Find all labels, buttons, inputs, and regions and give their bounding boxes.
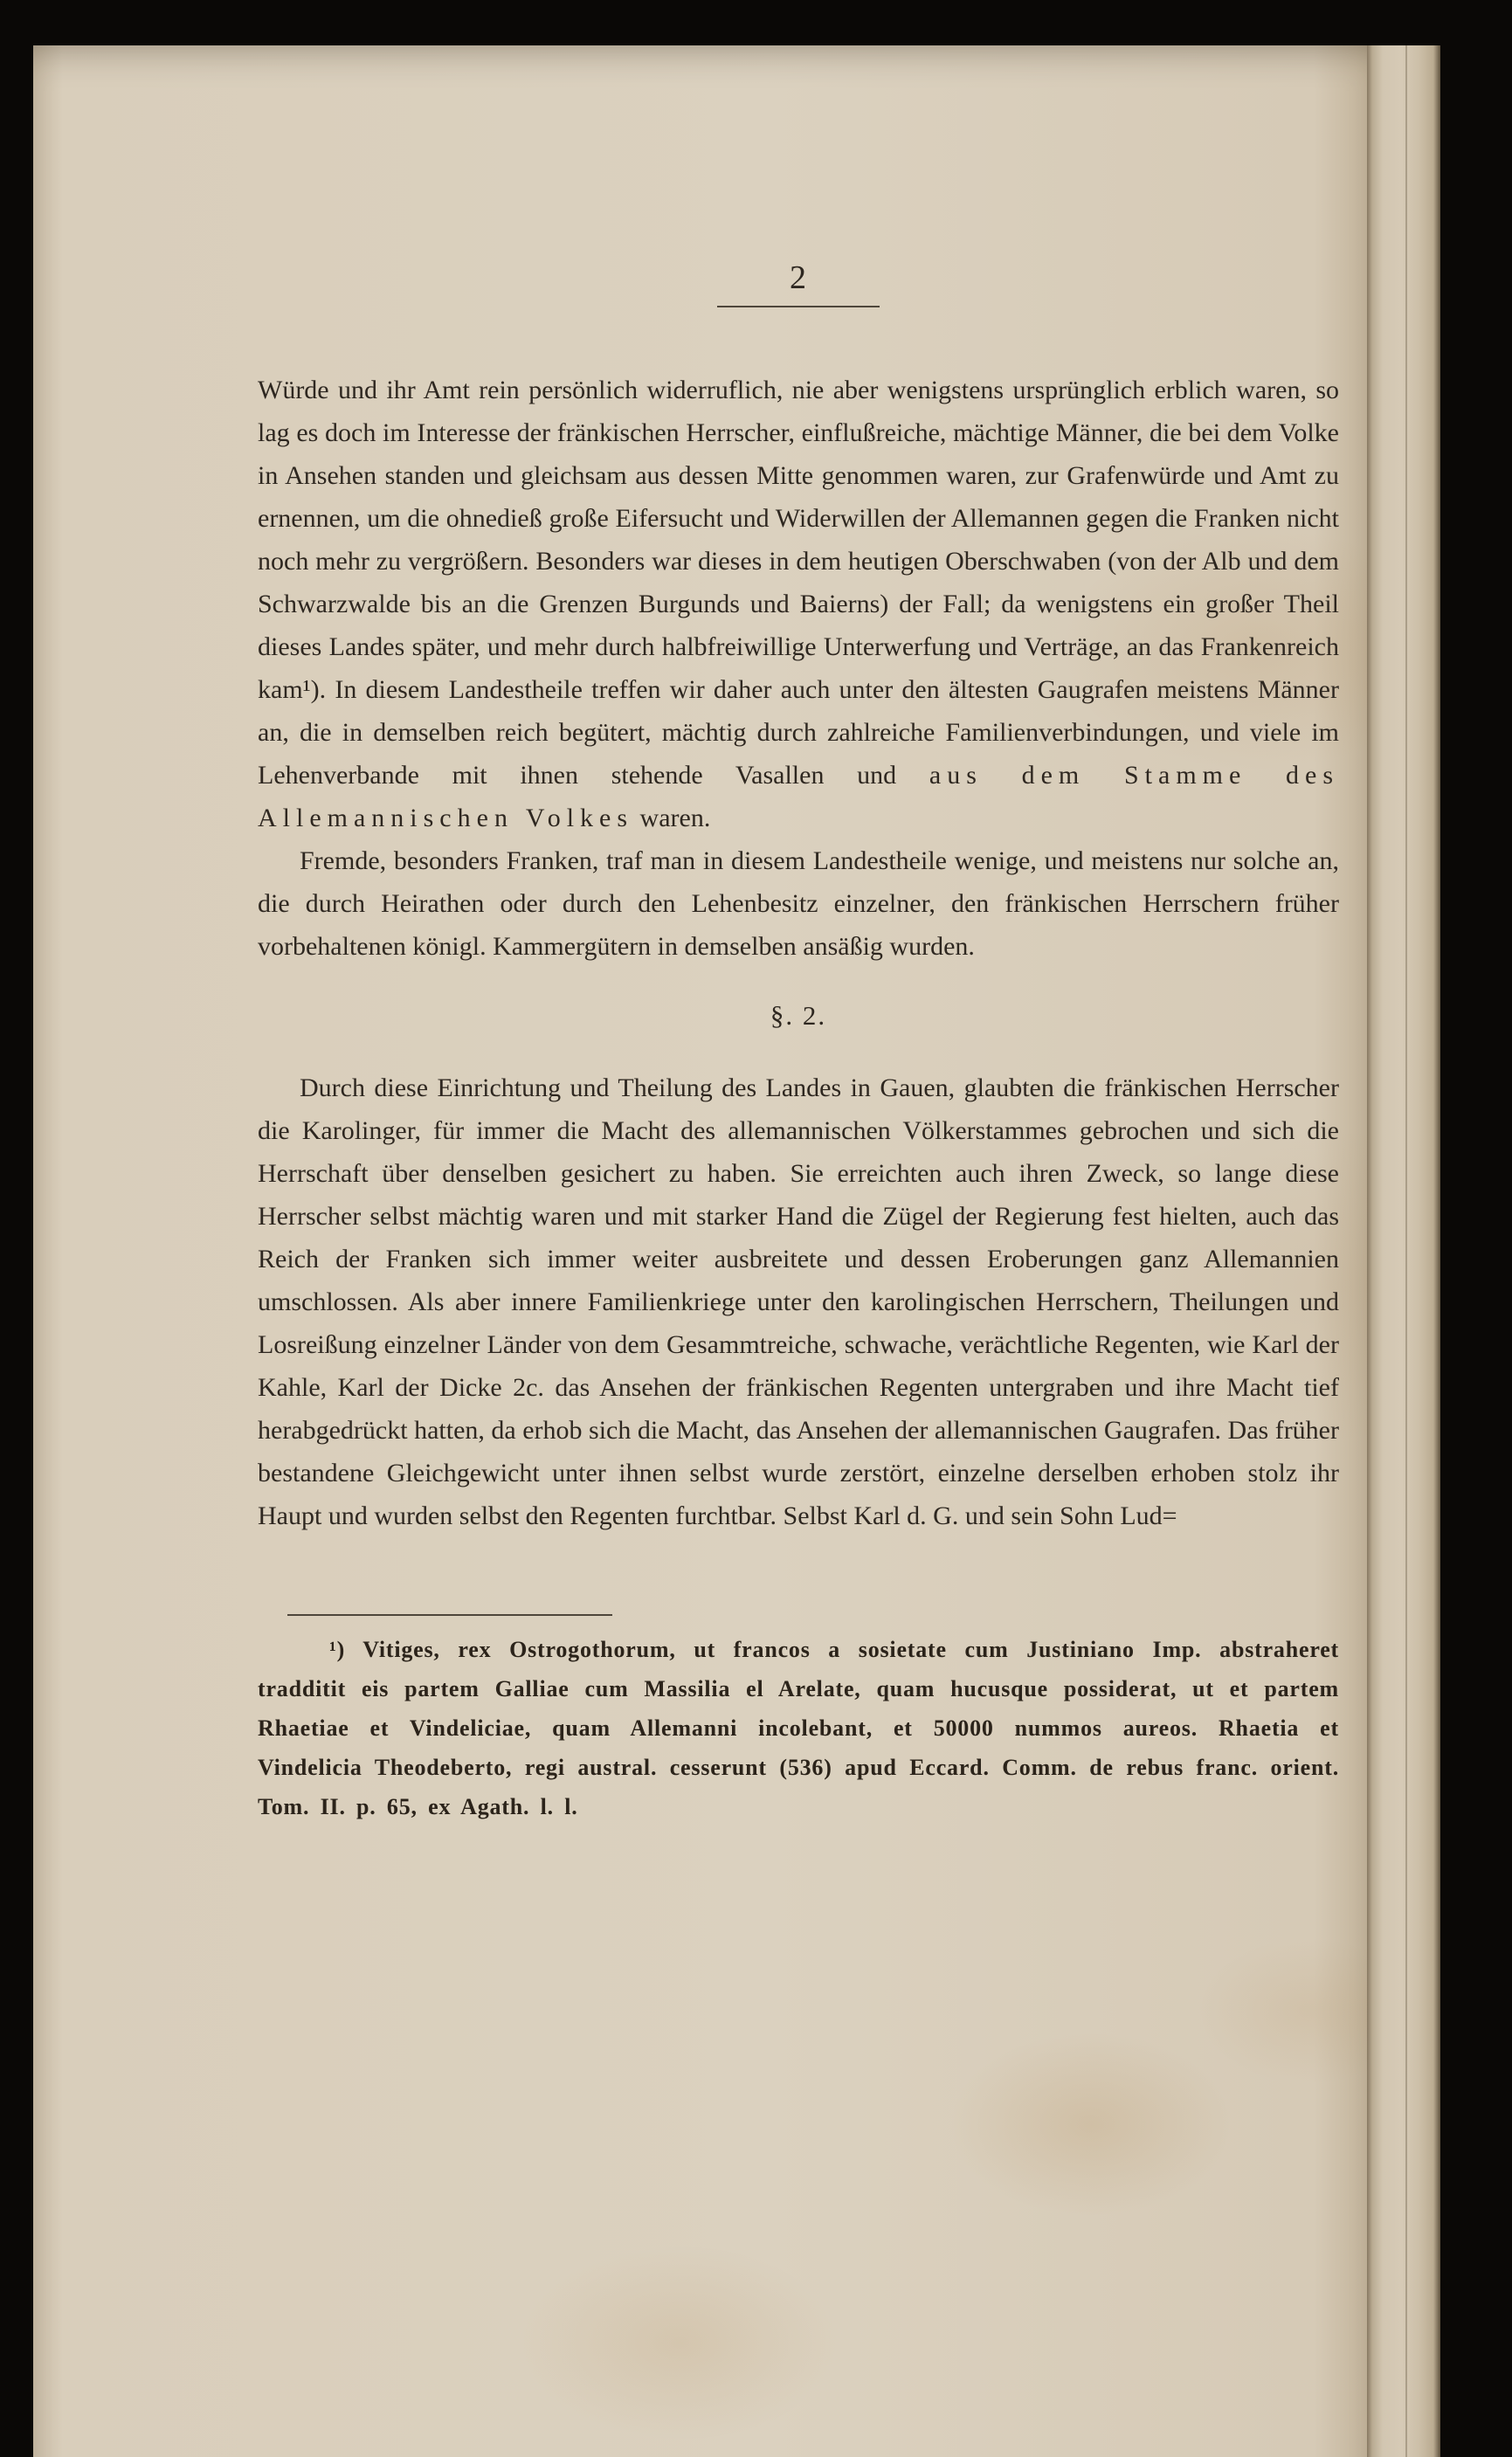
paragraph-1-emphasis: aus dem Stamme des Allemannischen Volkes (258, 761, 1340, 832)
page-number: 2 (790, 259, 807, 296)
paragraph-1 (258, 369, 1339, 839)
paragraph-1-text: Würde und ihr Amt rein persönlich widerruflich, nie aber wenigstens ursprünglich erblich waren, so lag es doch im Interesse der fränkischen Herrscher, einflußreiche, mächtige Männer, die bei dem Volke in Ansehen standen und gleichsam aus dessen Mitte genommen waren, zur Grafenwürde und Amt zu ernennen, um die ohnedieß große Eifersucht und Widerwillen der Allemannen gegen die Franken nicht noch mehr zu vergrößern. Besonders war dieses in dem heutigen Oberschwaben (von der Alb und dem Schwarzwalde bis an die Grenzen Burgunds und Baierns) der Fall; da wenigstens ein großer Theil dieses Landes später, und mehr durch halbfreiwillige Unterwerfung und Verträge, an das Frankenreich kam¹). In diesem Landestheile treffen wir daher auch unter den ältesten Gaugrafen meistens Männer an, die in demselben reich begütert, mächtig durch zahlreiche Familienverbindungen, und viele im Lehenverbande mit ihnen stehende Vasallen und (258, 376, 1339, 790)
footnote-separator-rule (287, 1614, 612, 1616)
book-page (33, 45, 1367, 2457)
paragraph-2: Fremde, besonders Franken, traf man in diesem Landestheile wenige, und meistens nur solche an, die durch Heirathen oder durch den Lehenbesitz einzelner, den fränkischen Herrschern früher vorbehaltenen königl. Kammergütern in demselben ansäßig wurden. (258, 846, 1339, 961)
footnote (258, 1614, 1339, 1826)
page-number-rule (717, 306, 880, 307)
footnote-text: ¹) Vitiges, rex Ostrogothorum, ut francos a sosietate cum Justiniano Imp. abstraheret tradditit eis partem Galliae cum Massilia el Arelate, quam hucusque possiderat, ut et partem Rhaetiae et Vindeliciae, quam Allemanni incolebant, et 50000 nummos aureos. Rhaetia et Vindelicia Theodeberto, regi austral. cesserunt (536) apud Eccard. Comm. de rebus franc. orient. Tom. II. p. 65, ex Agath. l. l. (258, 1637, 1339, 1819)
adjacent-page-edge (1367, 45, 1440, 2457)
paragraph-3: Durch diese Einrichtung und Theilung des Landes in Gauen, glaubten die fränkischen Herrscher die Karolinger, für immer die Macht des allemannischen Völkerstammes gebrochen und sich die Herrschaft über denselben gesichert zu haben. Sie erreichten auch ihren Zweck, so lange diese Herrscher selbst mächtig waren und mit starker Hand die Zügel der Regierung fest hielten, auch das Reich der Franken sich immer weiter ausbreitete und dessen Eroberungen ganz Allemannien umschlossen. Als aber innere Familienkriege unter den karolingischen Herrschern, Theilungen und Losreißung einzelner Länder von dem Gesammtreiche, schwache, verächtliche Regenten, wie Karl der Kahle, Karl der Dicke 2c. das Ansehen der fränkischen Regenten untergraben und ihre Macht tief herabgedrückt hatten, da erhob sich die Macht, das Ansehen der allemannischen Gaugrafen. Das früher bestandene Gleichgewicht unter ihnen selbst wurde zerstört, einzelne derselben erhoben stolz ihr Haupt und wurden selbst den Regenten furchtbar. Selbst Karl d. G. und sein Sohn Lud= (258, 1073, 1339, 1530)
paragraph-1-end: waren. (639, 804, 711, 832)
text-column (258, 260, 1339, 1826)
body-text (258, 369, 1339, 1537)
section-heading: §. 2. (770, 1000, 827, 1031)
